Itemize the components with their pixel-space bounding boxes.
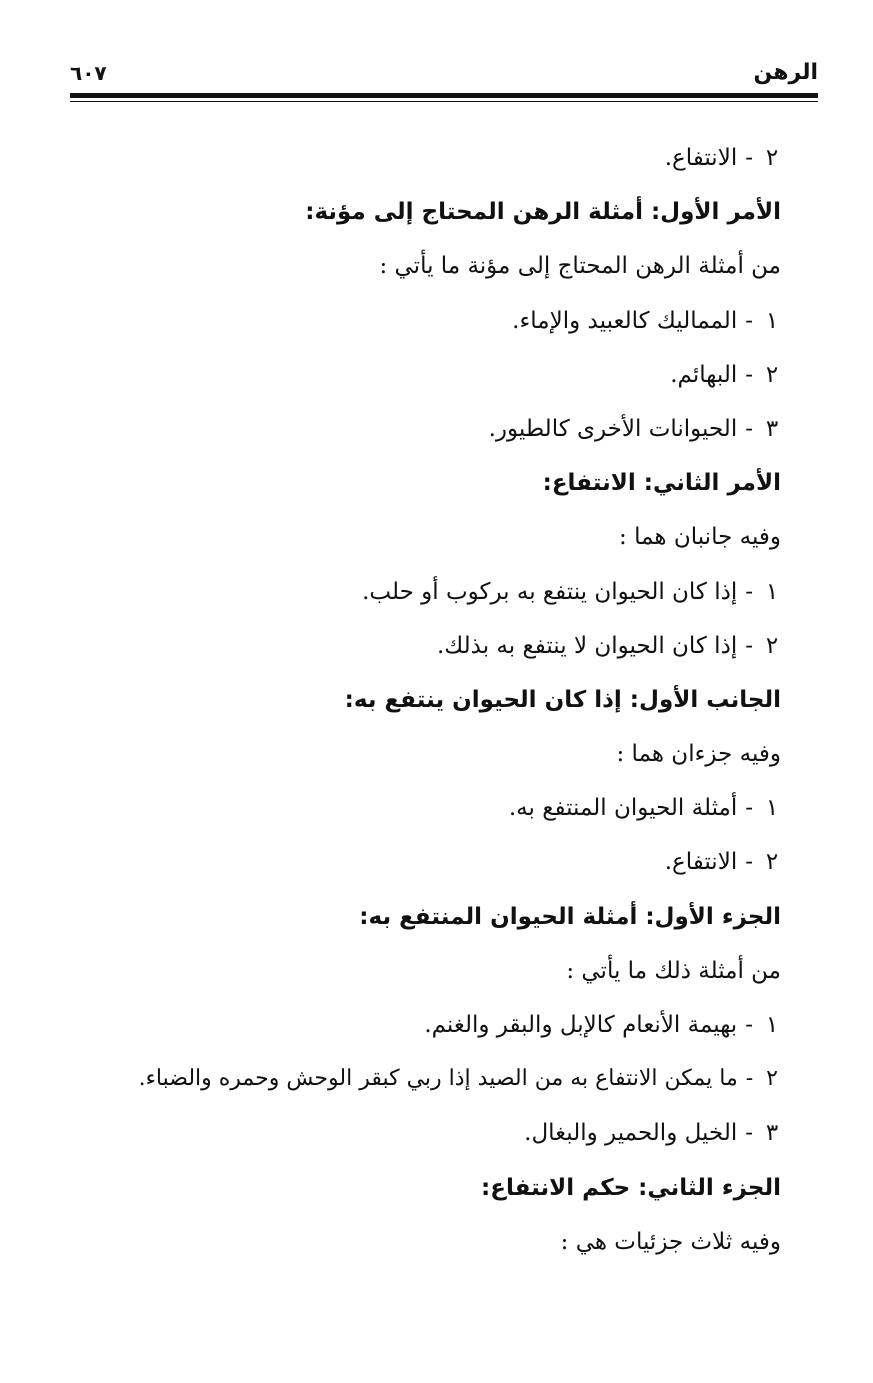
list-dash: -	[745, 415, 753, 442]
list-text: إذا كان الحيوان ينتفع به بركوب أو حلب.	[362, 578, 738, 605]
list-number: ٢	[765, 361, 779, 388]
list-number: ٣	[765, 1120, 779, 1147]
section-heading: الجزء الثاني: حكم الانتفاع:	[481, 1174, 781, 1201]
paragraph: وفيه جانبان هما :	[619, 524, 781, 551]
list-dash: -	[745, 361, 753, 388]
list-text: المماليك كالعبيد والإماء.	[512, 307, 738, 334]
list-number: ٢	[765, 145, 779, 171]
page-header	[70, 58, 818, 88]
list-item	[61, 619, 781, 673]
list-item	[61, 835, 781, 889]
paragraph: وفيه ثلاث جزئيات هي :	[560, 1228, 781, 1255]
running-title: الرهن	[753, 60, 818, 85]
list-number: ٢	[765, 849, 779, 876]
list-text: إذا كان الحيوان لا ينتفع به بذلك.	[436, 632, 738, 659]
section-heading: الأمر الأول: أمثلة الرهن المحتاج إلى مؤنة:	[305, 199, 781, 226]
list-item	[61, 131, 781, 185]
section-heading: الأمر الثاني: الانتفاع:	[542, 470, 781, 497]
list-item	[61, 998, 781, 1052]
list-dash: -	[745, 632, 753, 659]
list-item	[61, 1052, 781, 1106]
list-text: الخيل والحمير والبغال.	[524, 1120, 738, 1147]
list-item	[61, 1106, 781, 1160]
page-number: ٦٠٧	[70, 61, 107, 85]
list-dash: -	[745, 849, 753, 876]
list-text: أمثلة الحيوان المنتفع به.	[508, 795, 738, 822]
list-item	[61, 348, 781, 402]
list-text: البهائم.	[670, 361, 738, 388]
list-text: ما يمكن الانتفاع به من الصيد إذا ربي كبقر الوحش وحمره والضباء.	[138, 1066, 738, 1092]
list-text: بهيمة الأنعام كالإبل والبقر والغنم.	[424, 1012, 738, 1038]
list-dash: -	[745, 145, 753, 171]
list-dash: -	[745, 1066, 753, 1092]
header-rule-thin	[70, 101, 818, 102]
section-heading: الجانب الأول: إذا كان الحيوان ينتفع به:	[344, 686, 781, 713]
list-text: الحيوانات الأخرى كالطيور.	[488, 415, 738, 442]
page-body	[61, 131, 781, 1269]
list-dash: -	[745, 1120, 753, 1147]
list-number: ١	[765, 307, 779, 334]
header-rule-thick	[70, 93, 818, 98]
list-dash: -	[745, 795, 753, 822]
list-dash: -	[745, 307, 753, 334]
list-number: ٢	[766, 1066, 778, 1092]
section-heading: الجزء الأول: أمثلة الحيوان المنتفع به:	[359, 903, 781, 930]
list-number: ٣	[765, 415, 779, 442]
list-dash: -	[745, 1012, 753, 1038]
list-number: ١	[765, 795, 779, 822]
list-item	[61, 294, 781, 348]
list-number: ٢	[765, 632, 779, 659]
paragraph: من أمثلة ذلك ما يأتي :	[566, 957, 781, 984]
list-dash: -	[745, 578, 753, 605]
list-number: ١	[765, 578, 779, 605]
list-text: الانتفاع.	[664, 145, 738, 171]
list-item	[61, 402, 781, 456]
list-item	[61, 565, 781, 619]
paragraph: من أمثلة الرهن المحتاج إلى مؤنة ما يأتي :	[379, 253, 781, 280]
list-item	[61, 781, 781, 835]
paragraph: وفيه جزءان هما :	[616, 741, 781, 768]
list-number: ١	[765, 1012, 779, 1038]
list-text: الانتفاع.	[664, 849, 738, 876]
